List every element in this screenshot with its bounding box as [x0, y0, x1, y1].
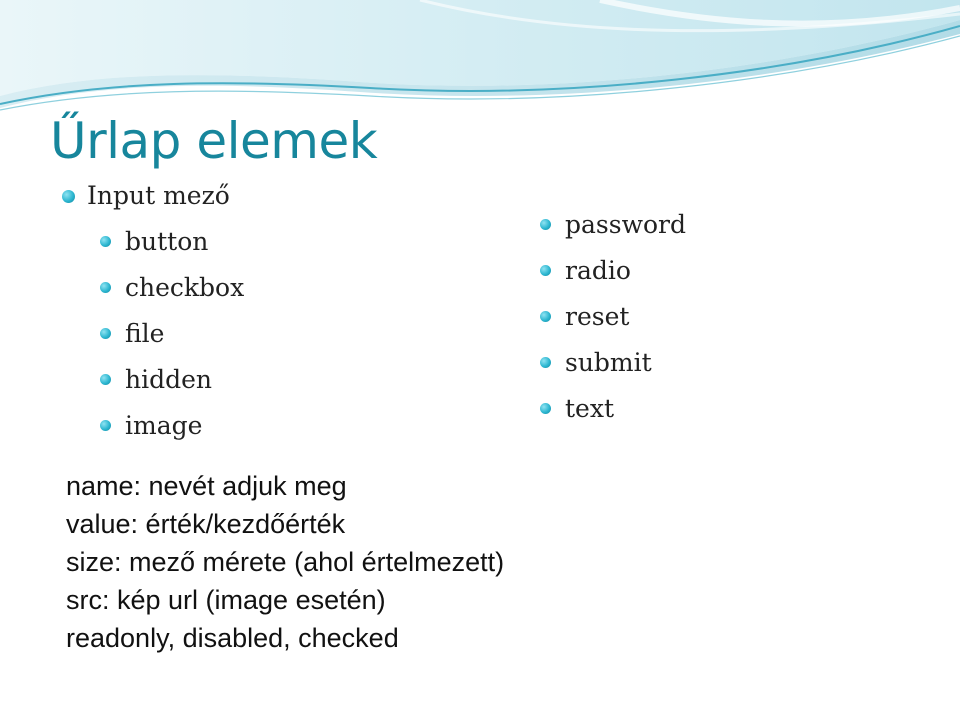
list-item	[100, 407, 244, 453]
attribute-line: value: érték/kezdőérték	[66, 509, 346, 539]
list-item	[540, 252, 686, 298]
main-bullet-list	[62, 179, 230, 213]
attribute-line: size: mező mérete (ahol értelmezett)	[66, 547, 505, 577]
bullet-icon	[100, 420, 111, 431]
bullet-icon	[540, 403, 551, 414]
input-type-label: password	[565, 210, 686, 239]
input-type-label: radio	[565, 256, 631, 285]
main-bullet-text: Input mező	[87, 181, 230, 210]
input-type-label: text	[565, 394, 614, 423]
list-item	[100, 361, 244, 407]
list-item	[540, 206, 686, 252]
attribute-line: src: kép url (image esetén)	[66, 585, 386, 615]
list-item	[540, 390, 686, 436]
bullet-icon	[540, 219, 551, 230]
attribute-line: name: nevét adjuk meg	[66, 471, 347, 501]
input-type-label: hidden	[125, 365, 212, 394]
bullet-icon	[100, 328, 111, 339]
list-item	[100, 315, 244, 361]
main-bullet	[62, 179, 230, 213]
attribute-line: readonly, disabled, checked	[66, 623, 399, 653]
input-types-right-list	[540, 206, 686, 436]
bullet-icon	[62, 190, 75, 203]
list-item	[100, 223, 244, 269]
bullet-icon	[540, 357, 551, 368]
list-item	[100, 269, 244, 315]
input-type-label: button	[125, 227, 209, 256]
bullet-icon	[100, 374, 111, 385]
bullet-icon	[540, 311, 551, 322]
input-type-label: submit	[565, 348, 652, 377]
list-item	[540, 298, 686, 344]
header-wave-decoration	[0, 0, 960, 130]
slide-title: Űrlap elemek	[50, 112, 378, 170]
list-item	[540, 344, 686, 390]
bullet-icon	[100, 282, 111, 293]
input-type-label: reset	[565, 302, 630, 331]
input-type-label: file	[125, 319, 165, 348]
attribute-list	[66, 467, 504, 657]
input-type-label: image	[125, 411, 203, 440]
bullet-icon	[540, 265, 551, 276]
input-types-left-list	[100, 223, 244, 453]
input-type-label: checkbox	[125, 273, 245, 302]
bullet-icon	[100, 236, 111, 247]
